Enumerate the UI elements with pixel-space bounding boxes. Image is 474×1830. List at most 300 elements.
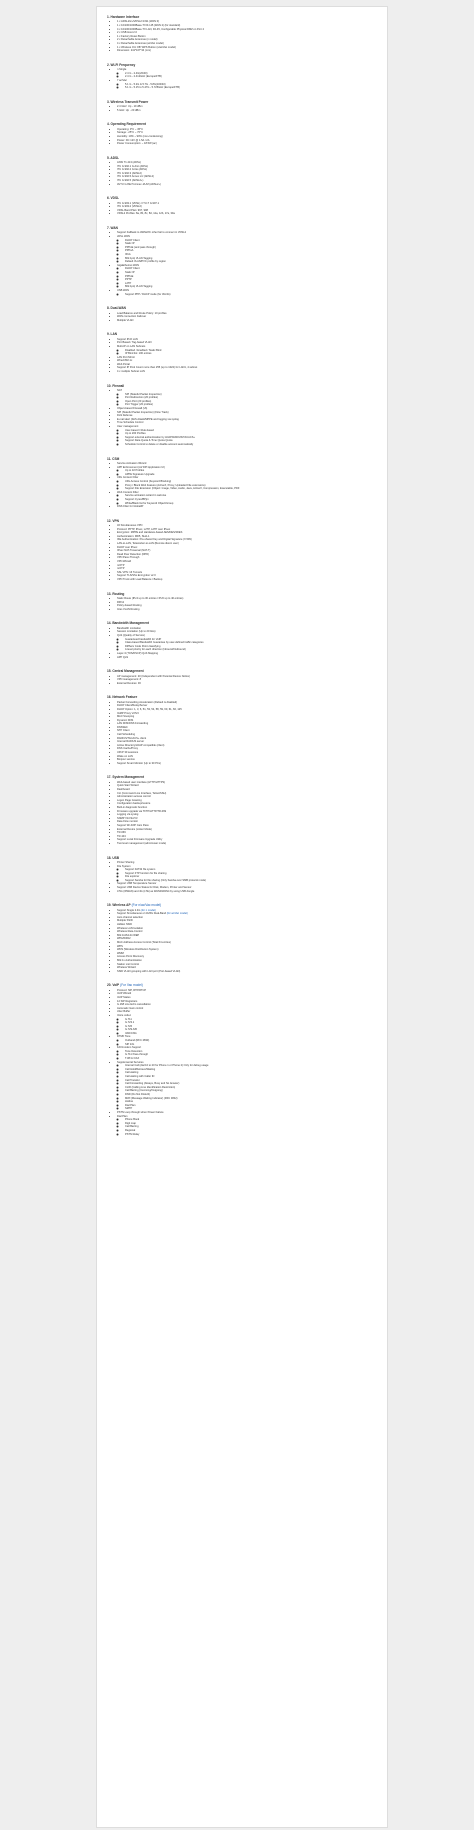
list-item-text: QoS (Quality of Service) bbox=[117, 633, 145, 637]
list-item-text: 4 x 10/100/1000Base-TX LAN, RJ-45, Configurable Physical DMZ on Port 4 bbox=[117, 27, 204, 31]
sub-feature-list bbox=[117, 868, 379, 882]
list-item-text: Call Transfer bbox=[125, 1078, 140, 1082]
section-title-text: 9. LAN bbox=[107, 332, 118, 337]
list-item-text: CLI (Command Line Interface, Telnet/SSH) bbox=[117, 791, 167, 795]
list-item-text: LAN-to-LAN, Teleworker-to-LAN (Remote dial-in user) bbox=[117, 542, 179, 546]
list-item-text: Logon Page Greeting bbox=[117, 798, 142, 802]
list-item-text: Protocol: SIP, RTP/RTCP bbox=[117, 988, 147, 992]
list-item-text: 4 x Detachable Antennas (ac/Vac model) bbox=[117, 41, 164, 45]
list-item-text: Support Wi-Fi/IP Cam Pass bbox=[117, 823, 149, 827]
list-item-text: Call waiting bbox=[125, 1071, 139, 1075]
list-item-text: VoIP Wizard bbox=[117, 992, 132, 996]
list-item-text: Bonjour service bbox=[117, 758, 135, 762]
list-item-text: Bandwidth Limitation bbox=[117, 626, 141, 630]
list-item-text: LAN DNS/DNS Forwarding bbox=[117, 722, 149, 726]
list-item-text: Internal Call (dial 10 to 20 for Phone 1 or Phone 2) Only for debug usage bbox=[125, 1064, 209, 1068]
list-item-text: DNS Cache/Proxy bbox=[117, 747, 139, 751]
list-item bbox=[117, 1046, 379, 1060]
list-item-text: Call Barring (Incoming/Outgoing) bbox=[125, 1089, 163, 1093]
section-7-wan bbox=[107, 226, 379, 296]
list-item-text: Dashboard bbox=[117, 788, 130, 791]
section-20-voip bbox=[107, 983, 379, 1136]
list-item-text: Access Point Discovery bbox=[117, 955, 145, 959]
section-title bbox=[107, 306, 379, 310]
list-item-text: VoIP Status bbox=[117, 995, 131, 999]
list-item bbox=[125, 293, 379, 297]
list-item-text: Default VLAN/PVC profile by region bbox=[125, 260, 166, 264]
list-item-text: 5.1 G - 5.15 to 5.47G - 5.725GHz (Europe/FTB) bbox=[125, 86, 180, 90]
sub-feature-list bbox=[117, 1039, 379, 1046]
list-item-text: URL Content Filter bbox=[117, 476, 139, 480]
list-item-text: DNSSEC bbox=[117, 725, 128, 729]
list-item-text: T.38 for FAX bbox=[125, 1057, 140, 1061]
list-item-text: Dial Plan bbox=[117, 1114, 128, 1118]
list-item-text: VPN Wizard bbox=[117, 560, 132, 564]
section-title-text: 20. VoIP bbox=[107, 983, 120, 988]
list-item bbox=[117, 183, 379, 187]
list-item bbox=[117, 970, 379, 974]
list-item-text: Multi-IP on LAN Subnets bbox=[117, 344, 146, 348]
list-item-text: Support Fallback to WAN2/Or other fail to connect in VDSL2 bbox=[117, 231, 187, 235]
section-title-text: 1. Hardware Interface bbox=[107, 15, 140, 19]
section-title-text: 5. ADSL bbox=[107, 155, 120, 160]
section-title bbox=[107, 332, 379, 336]
list-item-text: Support USB Temperature Sensor bbox=[117, 882, 157, 886]
list-item-text: Support TLS/SSL Encryption v2.0 bbox=[117, 574, 156, 578]
sub-feature-list bbox=[117, 393, 379, 407]
list-item bbox=[125, 443, 379, 447]
list-item-text: 4 x multiple Subnet LAN bbox=[117, 370, 145, 374]
list-item-text: Static IP bbox=[125, 242, 135, 246]
list-item-text: VAD/CNG bbox=[125, 1031, 137, 1035]
list-item-text: ANSI T1.413 (ADSL) bbox=[117, 161, 142, 165]
list-item-text: Support File Extension (Object: Image, Video, Audio, Java, ActiveX, Compression, Executable, PDF bbox=[125, 487, 240, 491]
section-title bbox=[107, 621, 379, 625]
list-item-text: Inter-VLAN Routing bbox=[117, 607, 140, 611]
list-item bbox=[117, 235, 379, 264]
list-item-text: PSTN Relay bbox=[125, 1132, 140, 1136]
section-title bbox=[107, 695, 379, 699]
list-item-text: RADIUS/TACACS+ client bbox=[117, 736, 147, 740]
list-item-text: Support Data Quota & Time Quota Quota bbox=[125, 439, 173, 443]
list-item-text: DNS Filter for GlobalIP bbox=[117, 505, 144, 509]
list-item-text: APPE Signature Upgrade bbox=[125, 472, 155, 476]
list-item-text: G.729 A/B bbox=[125, 1028, 137, 1032]
list-item-text: DTMF Tone bbox=[117, 1035, 131, 1039]
list-item-text: L2TP bbox=[125, 281, 132, 285]
list-item-text: Active Directory/LDAP compatible (client) bbox=[117, 743, 165, 747]
list-item-text: Up to 200 Profiles bbox=[125, 432, 146, 436]
list-item-text: TR-069 bbox=[117, 831, 126, 835]
list-item-text: Service activation wizard in web-fee bbox=[125, 494, 167, 498]
section-title bbox=[107, 100, 379, 104]
list-item-text: Packet Forwarding Acceleration (Default is disabled) bbox=[117, 700, 178, 704]
list-item-text: Multiple VLAN bbox=[117, 318, 134, 322]
list-item-text: Dynamic DNS bbox=[117, 718, 134, 722]
section-title-text: 18. USB bbox=[107, 855, 120, 860]
feature-list bbox=[107, 861, 379, 893]
list-item-text: xDSL WAN bbox=[117, 235, 130, 239]
list-item-text: Service Activation Wizard bbox=[117, 461, 147, 465]
list-item-text: Wireless Rate-Control bbox=[117, 930, 143, 934]
list-item-text: ITU G.992.3 (ADSL2) bbox=[117, 171, 142, 175]
list-item-text: MAC Address Access Control (Total 64 entries) bbox=[117, 941, 171, 944]
list-item-text: Internal RADIUS server bbox=[117, 740, 145, 744]
list-item-text: ITU G.992.1 G.dmt (ADSL) bbox=[117, 164, 149, 168]
sub-feature-list bbox=[117, 638, 379, 652]
section-title bbox=[107, 196, 379, 200]
list-item bbox=[117, 319, 379, 323]
list-item-text: 12 SIP Registrars bbox=[117, 999, 138, 1003]
list-item-text: n Single bbox=[117, 68, 127, 72]
list-item-text: ITU G.992.5 Annex L/J (ADSL2) bbox=[117, 175, 154, 179]
list-item-text: SSL VPN: 16 Tunnels bbox=[117, 570, 142, 574]
list-item-text: Hotline bbox=[125, 1100, 134, 1104]
section-6-vdsl bbox=[107, 196, 379, 216]
section-title-text: 10. Firewall bbox=[107, 383, 125, 388]
list-item-text: Logging via syslog bbox=[117, 813, 139, 817]
list-item-text: WAN connection Failover bbox=[117, 315, 147, 319]
list-item-text: ITU G.993.1 (VDSL) / ITU-T G.997.1 bbox=[117, 201, 160, 205]
list-item-text: G.711 bbox=[125, 1017, 132, 1021]
section-8-dual-wan bbox=[107, 306, 379, 322]
list-item-text: ITU G.993.2 (VDSL2) bbox=[117, 205, 142, 209]
section-11-csm bbox=[107, 457, 379, 509]
list-item bbox=[117, 345, 379, 356]
list-item-text: Time Schedule Control bbox=[117, 421, 144, 425]
list-item-text: SIP Info bbox=[125, 1042, 135, 1046]
list-item-text: DHCP Client bbox=[125, 238, 140, 242]
section-17-system-management bbox=[107, 775, 379, 845]
sub-feature-list bbox=[117, 1050, 379, 1061]
list-item bbox=[117, 890, 379, 894]
feature-list bbox=[107, 128, 379, 146]
list-item bbox=[117, 68, 379, 79]
list-item-text: Support Local Firmware Upgrade Utility bbox=[117, 838, 163, 842]
list-item-text: IP Bind list: 100 entries bbox=[125, 352, 152, 356]
section-4-operating-requirement bbox=[107, 122, 379, 145]
list-item-text: LAN Port Mirror bbox=[117, 355, 136, 359]
feature-list bbox=[107, 312, 379, 323]
list-item-text: SPI (Stateful Packet Inspection) (Flow Track) bbox=[117, 410, 169, 414]
section-title-text: 4. Operating Requirement bbox=[107, 122, 146, 127]
list-item-text: TR-104 bbox=[117, 834, 126, 838]
list-item bbox=[125, 86, 379, 90]
list-item bbox=[117, 49, 379, 53]
section-12-vpn bbox=[107, 519, 379, 582]
list-item-text: Port Redirection (20 profiles) bbox=[125, 396, 159, 400]
list-item-text: Hidden SSID bbox=[117, 923, 132, 927]
section-title-text: 12. VPN bbox=[107, 518, 119, 523]
list-item-text: AP management: 20 (Independent with Parental Device Notice) bbox=[117, 674, 190, 678]
list-item-text: Power: DC 12V @ 1.5A / 2A bbox=[117, 138, 150, 142]
list-item-text: IKE Authentication: Pre-shared Key and Digital Signature (X.509) bbox=[117, 538, 192, 542]
list-item-text: Layer-3 (TOS/DSCP) QoS Mapping bbox=[117, 651, 159, 655]
feature-list bbox=[107, 202, 379, 216]
section-title-text: 6. VDSL bbox=[107, 196, 120, 201]
section-13-routing bbox=[107, 592, 379, 612]
list-item-text: Support Smart Monitor (Up to 30 PCs) bbox=[117, 761, 161, 765]
list-item-text: PPPoE (and pass through) bbox=[125, 245, 156, 249]
sub-feature-list bbox=[117, 267, 379, 289]
list-item bbox=[117, 389, 379, 407]
list-item-text: Wired 802.1x bbox=[117, 359, 133, 363]
list-item-text: Station List Control bbox=[117, 962, 139, 966]
feature-list bbox=[107, 675, 379, 686]
section-title bbox=[107, 519, 379, 523]
section-14-bandwidth-management bbox=[107, 621, 379, 659]
section-model-note: (For n/ac/Vac model) bbox=[131, 903, 162, 908]
list-item-text: 2 x USB Host 2.0 bbox=[117, 31, 137, 35]
list-item bbox=[117, 578, 379, 582]
feature-list bbox=[107, 338, 379, 374]
list-item bbox=[117, 1035, 379, 1046]
section-title bbox=[107, 15, 379, 19]
list-item-text: Proxy / Block Web Feature (ActiveX, Proxy, Uploaded File extensions) bbox=[125, 483, 206, 487]
list-item-text: DHCP over IPsec bbox=[117, 545, 138, 549]
list-item-text: Web Content Filter bbox=[117, 490, 139, 494]
list-item-text: Dead Peer Detection (DPD) bbox=[117, 552, 150, 556]
list-item-text: Configuration backup/restore bbox=[117, 802, 151, 806]
list-item-text: Disabled / Enabled / Static Bind bbox=[125, 348, 162, 352]
list-item-text: DND (Do Not Disturb) bbox=[125, 1092, 151, 1096]
feature-list bbox=[107, 524, 379, 582]
list-item-text: PSTN Loop through when Power Failure bbox=[117, 1110, 164, 1114]
list-item-text: VDSL Band Plan: 997, 998 bbox=[117, 208, 148, 212]
list-item bbox=[117, 491, 379, 505]
section-title bbox=[107, 983, 379, 987]
feature-list bbox=[107, 781, 379, 846]
list-item-text: Outband (RFC 2833) bbox=[125, 1039, 150, 1043]
list-item bbox=[117, 79, 379, 90]
list-item-text: PPTP bbox=[125, 278, 132, 282]
list-item-text: Call Barring bbox=[125, 1125, 139, 1129]
list-item-text: Static Route (IPv4 up to 30 entries / IPv6 up to 40 entries) bbox=[117, 597, 184, 600]
list-item-text: VDSL2 Profiles: 8a, 8b, 8c, 8d, 12a, 12b, 17a, 30a bbox=[117, 212, 175, 216]
list-item-text: Auto channel selection bbox=[117, 915, 144, 919]
section-title bbox=[107, 775, 379, 779]
list-item bbox=[117, 142, 379, 146]
section-9-lan bbox=[107, 332, 379, 373]
list-item-text: Object-based Firewall (v6) bbox=[117, 407, 148, 411]
list-item-text: Support external authentication by LDAP/RADIUS/TACACS+ bbox=[125, 435, 195, 439]
list-item bbox=[117, 1061, 379, 1111]
list-item-text: Support IP Pool Count more than 255 (up to 1022) for LAN1, 4 subnet bbox=[117, 366, 198, 370]
list-item-text: Class-based Bandwidth Guarantee by user-defined traffic categories bbox=[125, 641, 204, 645]
list-item-text: IGMP Proxy V2/V3 bbox=[117, 711, 139, 715]
feature-list bbox=[107, 105, 379, 112]
list-item-text: External Devices: 30 bbox=[117, 681, 141, 685]
list-item-text: DHCP Option: 1, 3, 6, 51, 53, 54, 58, 59, 60, 61, 66, 125 bbox=[117, 707, 182, 711]
list-item-text: Firmware upgrade via TFTP/HTTP/TR-069 bbox=[117, 809, 167, 813]
feature-list bbox=[107, 627, 379, 659]
section-title bbox=[107, 156, 379, 160]
list-item-text: External Device (Linker Mode) bbox=[117, 827, 152, 831]
feature-list bbox=[107, 68, 379, 90]
list-item-text: 4-level priority for each direction (Inbound/Outbound) bbox=[125, 648, 186, 652]
list-item-text: 2.4 GHz: Up - 19 dBm bbox=[117, 105, 143, 109]
list-item-text: DHCP Client bbox=[125, 267, 140, 271]
section-3-wireless-transmit-power bbox=[107, 100, 379, 113]
list-item bbox=[117, 476, 379, 490]
list-item-text: G.711 Pass-through bbox=[125, 1053, 149, 1057]
feature-list bbox=[107, 161, 379, 186]
list-item-text: Dimension: 241*167*44 (mm) bbox=[117, 49, 152, 53]
feature-list bbox=[107, 989, 379, 1136]
list-item-text: Data Flow monitor bbox=[117, 820, 139, 824]
list-item-text: DiffServ Code Point classifying bbox=[125, 644, 161, 648]
section-model-note: (For Vac model) bbox=[120, 983, 143, 988]
list-item-text: DoS Defense bbox=[117, 414, 133, 418]
list-item-text: Support FAT32 file system bbox=[125, 868, 156, 872]
list-item-text: Administration access control bbox=[117, 795, 151, 799]
list-item-text: Schedule Control to delete or disable account automatically bbox=[125, 442, 194, 446]
list-item bbox=[117, 425, 379, 447]
list-item-text: Up to 32 Profiles bbox=[125, 469, 145, 473]
section-title-text: 3. Wireless Transmit Power bbox=[107, 99, 149, 104]
list-item bbox=[117, 608, 379, 612]
list-item-text: PPPoE bbox=[125, 274, 134, 278]
section-title bbox=[107, 856, 379, 860]
list-item bbox=[117, 289, 379, 296]
list-item bbox=[117, 505, 379, 509]
list-item-text: 3.5G (WWAN) and 4G (LTE) as WAN3/WAN4 by using USB dongle bbox=[117, 889, 195, 893]
list-item-text: Humidity: 10% ~ 90% (non-condensing) bbox=[117, 134, 163, 138]
list-item-text: PPPoA bbox=[125, 249, 134, 253]
list-item-text: WPA/WPA2 bbox=[117, 937, 131, 941]
sub-feature-list bbox=[117, 480, 379, 491]
list-item bbox=[117, 634, 379, 652]
list-item-text: VPN Pass-Through bbox=[117, 556, 140, 560]
list-item-text: mOTP bbox=[117, 567, 125, 571]
list-item-text: 1 x Wireless On/ Off/ WPS Button (n/ac/Vac model) bbox=[117, 45, 176, 49]
list-item-text: Port Trigger (20 profiles) bbox=[125, 403, 153, 407]
list-item-text: Support FTP function for file sharing bbox=[125, 871, 167, 875]
list-item-text: MLD Snooping bbox=[117, 715, 135, 719]
section-title bbox=[107, 384, 379, 388]
list-item-text: Session Limitation (Up to 20 lists) bbox=[117, 630, 156, 634]
list-item-text: Call waiting with Caller ID bbox=[125, 1075, 155, 1078]
section-19-wireless-ap bbox=[107, 903, 379, 973]
list-item bbox=[117, 109, 379, 113]
list-item-text: 802.1x Authentication bbox=[117, 958, 142, 962]
list-item-text: FAX/modem Support bbox=[117, 1046, 142, 1050]
list-item-text: GigaEthernet WAN bbox=[117, 263, 139, 267]
section-2-wi-fi-frequency bbox=[107, 63, 379, 90]
list-item-text: Quick Start Wizard bbox=[117, 784, 139, 788]
sub-feature-list bbox=[117, 72, 379, 79]
list-item-text: 5 GHz: Up - 20 dBm bbox=[117, 108, 141, 112]
list-item-text: ITU G.992.2 G.lite (ADSL) bbox=[117, 168, 148, 172]
list-item-text: Built-in diagnostic function bbox=[117, 805, 148, 809]
list-item bbox=[117, 264, 379, 289]
list-item-text: NTP Client bbox=[117, 729, 130, 733]
section-title-text: 14. Bandwidth Management bbox=[107, 621, 149, 626]
list-item-text: APP QoS bbox=[117, 655, 129, 659]
list-item-text: Support Simultaneous 2.4G/5G Dual-Band (for ac/Vac model) bbox=[117, 912, 188, 916]
list-item bbox=[117, 682, 379, 686]
list-item-text: Web-based user interface (HTTP/HTTPS) bbox=[117, 780, 166, 784]
sub-feature-list bbox=[117, 469, 379, 476]
list-item-text: NAT bbox=[117, 389, 122, 393]
list-item-text: Jitter Buffer bbox=[117, 1010, 131, 1014]
list-item-text: Encryption: MPPE and Hardware-based AES/DES/3DES bbox=[117, 531, 183, 535]
list-item-text: Storage: -25°C ~ 70°C bbox=[117, 131, 143, 135]
section-5-adsl bbox=[107, 156, 379, 187]
list-item-text: AVTU G.992.5 Annex J/L/M (ADSL2+) bbox=[117, 182, 161, 186]
list-item-text: 802.11i/64-bit WEP bbox=[117, 933, 140, 937]
list-item-text: 2.4 G - 2.4G(20/40) bbox=[125, 71, 148, 75]
list-item-text: 32 Simultaneous VPN bbox=[117, 524, 143, 528]
list-item-text: Wake on LAN bbox=[117, 754, 133, 758]
list-item-text: APP Enforcement (AI/ DPI Application UI) bbox=[117, 465, 165, 469]
list-item-text: MWI (Message Waiting Indicator) (RFC 3842) bbox=[125, 1096, 178, 1100]
list-item-text: VPN Trunk with Load Balance / Backup bbox=[117, 578, 163, 581]
section-title bbox=[107, 63, 379, 67]
list-item-text: Wireless Wizard bbox=[117, 966, 136, 970]
list-item-text: UPnP 30 sessions bbox=[117, 751, 139, 755]
list-item-text: Support Samba for file sharing (Only Samba over SMB protocol mode) bbox=[125, 878, 207, 882]
list-item-text: 5.1 G - 5.2G & 5.7G - 5.8G(100/40) bbox=[125, 82, 166, 86]
list-item bbox=[117, 1115, 379, 1137]
section-title bbox=[107, 592, 379, 596]
list-item-text: mOTP bbox=[117, 563, 125, 567]
sub-feature-list bbox=[117, 1118, 379, 1136]
list-item-text: User management bbox=[117, 425, 139, 428]
section-title bbox=[107, 226, 379, 230]
section-title bbox=[107, 669, 379, 673]
list-item-text: E-mail alert (DoS Attack/MPPE and logging via syslog bbox=[117, 417, 179, 421]
sub-feature-list bbox=[117, 494, 379, 505]
list-item-text: 802.1p/q VLAN Tagging bbox=[125, 285, 153, 289]
list-item-text: Power Consumption: ~ 18.5W (ac) bbox=[117, 142, 157, 146]
list-item-text: Automatic Gain control bbox=[117, 1006, 144, 1010]
feature-list bbox=[107, 701, 379, 766]
list-item-text: Load Balance and Route Policy: 10 profiles bbox=[117, 311, 167, 315]
list-item-text: CLIR (Calling Line Identification Restriction) bbox=[125, 1085, 176, 1089]
section-title-text: 13. Routing bbox=[107, 591, 125, 596]
list-item-text: SPI (Stateful Packet Inspection) bbox=[125, 392, 162, 396]
list-item-text: Port Based / Tag-based VLAN bbox=[117, 341, 152, 345]
spec-page bbox=[96, 6, 388, 1828]
section-title-text: 19. Wireless AP bbox=[107, 903, 131, 908]
section-title bbox=[107, 122, 379, 126]
list-item-text: G.726 bbox=[125, 1024, 133, 1028]
list-item-text: USB WAN bbox=[117, 288, 130, 292]
list-item-text: Voice codec bbox=[117, 1013, 131, 1017]
list-item-text: SSID VLAN grouping with LAN port (Port-based VLAN) bbox=[117, 969, 181, 973]
list-item-text: Printer Sharing bbox=[117, 860, 135, 864]
section-18-usb bbox=[107, 856, 379, 894]
section-title-text: 16. Network Feature bbox=[107, 695, 138, 700]
list-item-text: Regional bbox=[125, 1128, 136, 1132]
list-item-text: Call Forwarding (Always, Busy and No Answer) bbox=[125, 1082, 180, 1086]
list-item-text: WMM bbox=[117, 951, 124, 955]
feature-list bbox=[107, 909, 379, 974]
list-item-text: VPN management: 8 bbox=[117, 678, 142, 682]
list-item-text: Protocol: PPTP, IPsec, L2TP, L2TP over IPsec bbox=[117, 527, 171, 531]
list-item-text: White/Black list for Keyword Object/Group bbox=[125, 501, 174, 505]
list-item-text: Wireless LAN Isolation bbox=[117, 926, 144, 930]
list-item-text: ITU G.992.5 (ADSL2+) bbox=[117, 179, 144, 183]
feature-list bbox=[107, 597, 379, 611]
section-title bbox=[107, 903, 379, 907]
list-item bbox=[117, 370, 379, 374]
list-item-text: 2 x Detachable Antennas (n model) bbox=[117, 38, 158, 42]
list-item-text: Support PPP / DHCP mode (for 3G/4G) bbox=[125, 292, 171, 296]
sub-feature-list bbox=[117, 429, 379, 447]
list-item-text: Web Portal bbox=[117, 362, 130, 366]
